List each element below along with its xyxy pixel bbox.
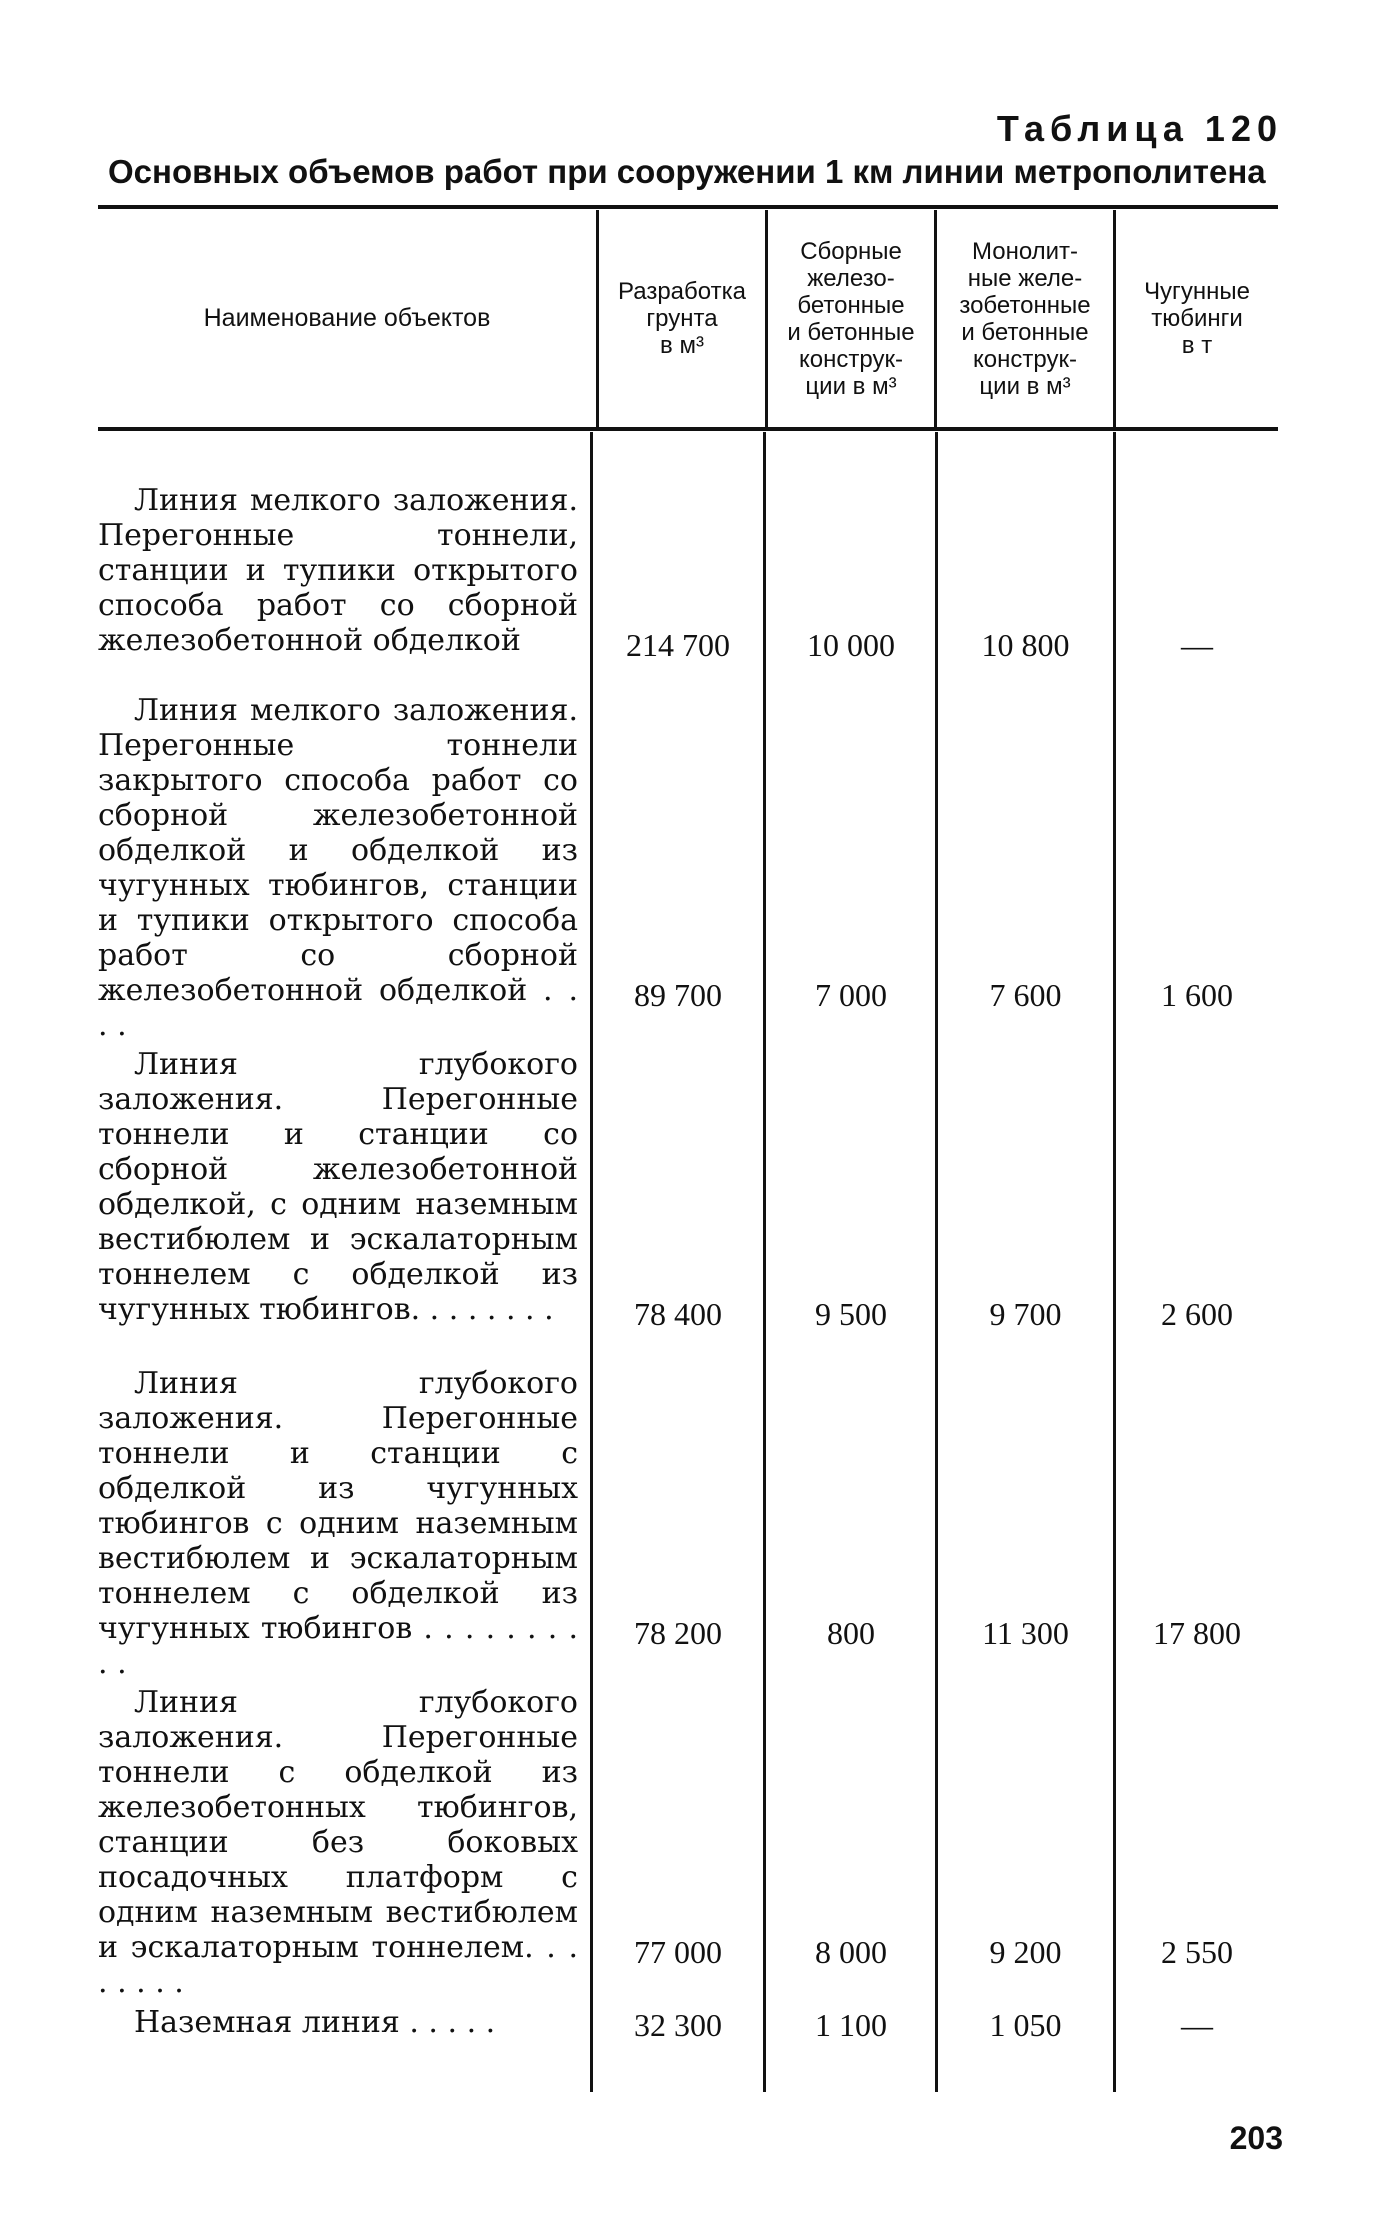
- row-name: Линия мелкого заложения. Перегонные тоннели закрытого способа работ со сборной железобетонной обделкой и обделкой из чугунных тюбингов, станции и тупики открытого способа работ со сборной железобетонной обделкой . . . .: [98, 693, 578, 1043]
- table-number: Таблица 120: [996, 108, 1283, 149]
- cell-soil: 78 200: [634, 1615, 722, 1651]
- cell-monolithic: 7 600: [989, 977, 1062, 1013]
- cell-soil: 78 400: [634, 1296, 722, 1332]
- column-header-cast-iron: Чугунные тюбинги в т: [1144, 278, 1250, 359]
- cell-monolithic: 9 200: [989, 1934, 1062, 1970]
- column-header-soil: Разработка грунта в м³: [618, 278, 746, 359]
- cell-monolithic: 10 800: [981, 627, 1070, 663]
- cell-precast: 800: [827, 1615, 875, 1651]
- table-title: Основных объемов работ при сооружении 1 км линии метрополитена: [108, 153, 1266, 190]
- page-number: 203: [1229, 2120, 1283, 2156]
- cell-cast-iron: 17 800: [1153, 1615, 1241, 1651]
- table-row: [98, 1366, 1278, 1681]
- row-name: Линия глубокого заложения. Перегонные тоннели и станции с обделкой из чугунных тюбингов с одним наземным вестибюлем и эскалаторным тоннелем с обделкой из чугунных тюбингов . . . . . . . . . .: [98, 1366, 578, 1681]
- header-divider: [1113, 210, 1116, 427]
- header-divider: [934, 210, 937, 427]
- cell-precast: 1 100: [815, 2007, 887, 2043]
- cell-monolithic: 11 300: [982, 1615, 1069, 1651]
- row-name: Линия глубокого заложения. Перегонные тоннели с обделкой из железобетонных тюбингов, станции без боковых посадочных платформ с одним наземным вестибюлем и эскалаторным тоннелем. . . . . . . .: [98, 1685, 578, 2000]
- table-row: [98, 693, 1278, 1043]
- row-name: Линия мелкого заложения. Перегонные тоннели, станции и тупики открытого способа работ со сборной железобетонной обделкой: [98, 483, 578, 658]
- column-header-monolithic: Монолит- ные желе- зобетонные и бетонные конструк- ции в м³: [959, 237, 1091, 400]
- cell-precast: 7 000: [815, 977, 887, 1013]
- table-row: [98, 2005, 1278, 2045]
- cell-soil: 214 700: [626, 627, 730, 663]
- column-header-precast: Сборные железо- бетонные и бетонные конструк- ции в м³: [787, 237, 915, 400]
- cell-cast-iron: —: [1181, 2007, 1213, 2043]
- cell-soil: 89 700: [634, 977, 722, 1013]
- cell-precast: 8 000: [815, 1934, 887, 1970]
- table-top-rule: [98, 205, 1278, 209]
- column-header-name: Наименование объектов: [203, 304, 491, 332]
- header-bottom-rule: [98, 427, 1278, 431]
- table-row: [98, 1047, 1278, 1334]
- row-name: Линия глубокого заложения. Перегонные тоннели и станции со сборной железобетонной обделкой, с одним наземным вестибюлем и эскалаторным тоннелем с обделкой из чугунных тюбингов. . . . . . . .: [98, 1047, 578, 1327]
- cell-soil: 77 000: [634, 1934, 722, 1970]
- cell-monolithic: 1 050: [989, 2007, 1062, 2043]
- table-row: [98, 1685, 1278, 2000]
- cell-soil: 32 300: [634, 2007, 722, 2043]
- cell-cast-iron: 1 600: [1161, 977, 1233, 1013]
- row-name: Наземная линия . . . . .: [134, 2005, 496, 2040]
- cell-cast-iron: 2 600: [1161, 1296, 1233, 1332]
- header-divider: [765, 210, 768, 427]
- table-row: [98, 483, 1278, 665]
- cell-precast: 10 000: [807, 627, 895, 663]
- cell-cast-iron: 2 550: [1161, 1934, 1233, 1970]
- cell-cast-iron: —: [1181, 627, 1213, 663]
- header-divider: [596, 210, 599, 427]
- cell-monolithic: 9 700: [989, 1296, 1062, 1332]
- cell-precast: 9 500: [815, 1296, 887, 1332]
